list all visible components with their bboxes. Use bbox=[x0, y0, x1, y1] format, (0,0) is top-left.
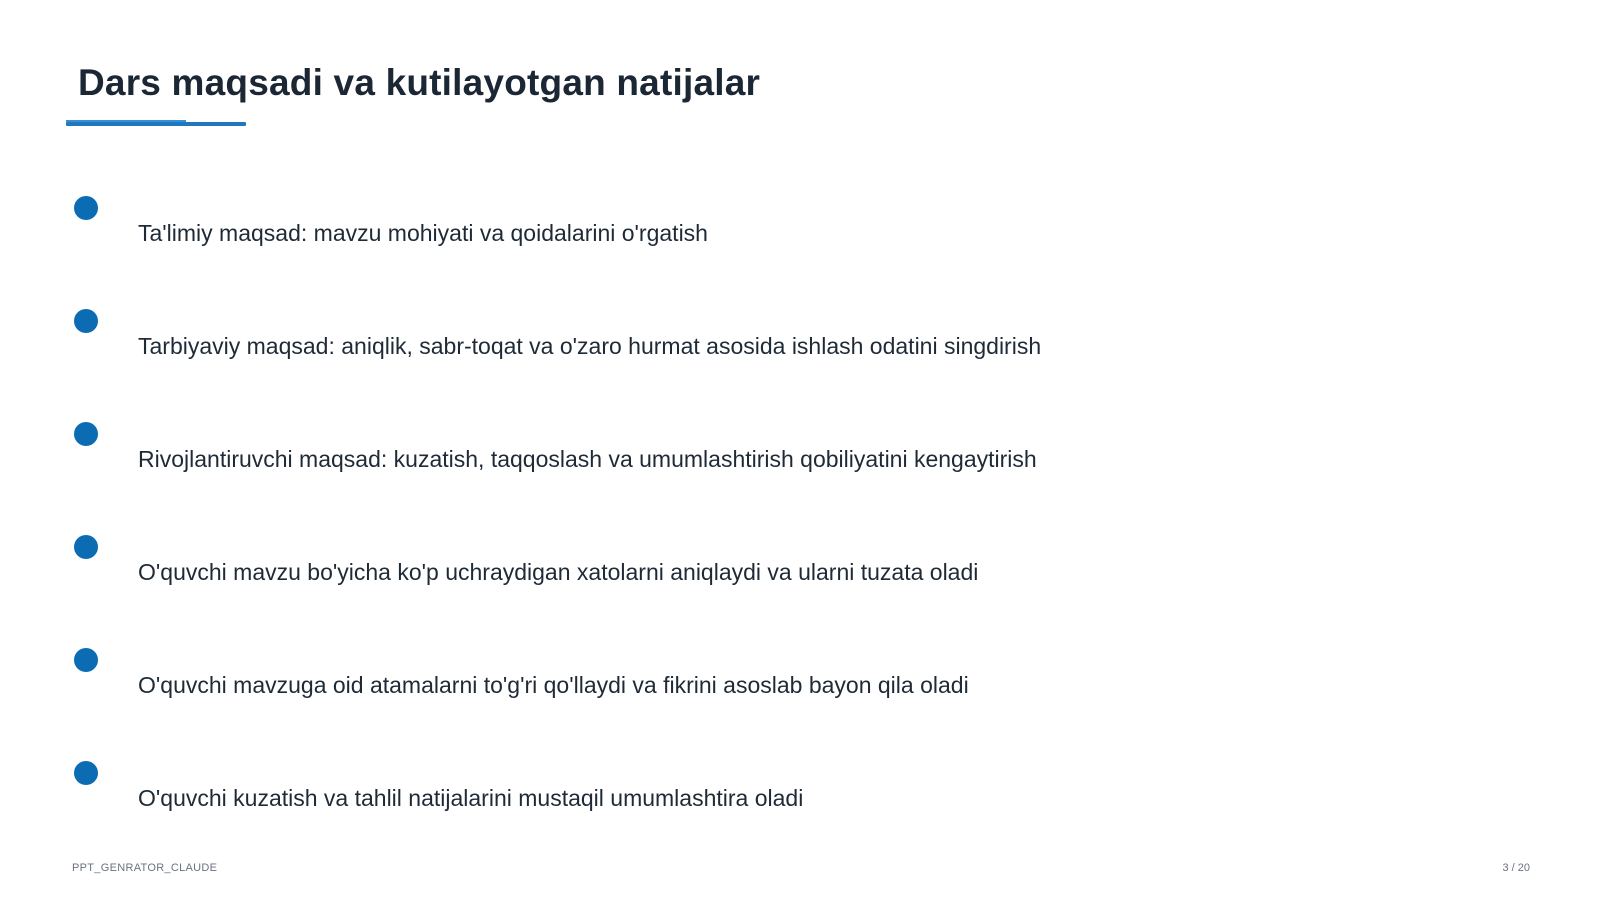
slide-title: Dars maqsadi va kutilayotgan natijalar bbox=[78, 62, 761, 103]
list-item bbox=[0, 535, 1200, 595]
list-item-text: Rivojlantiruvchi maqsad: kuzatish, taqqoslash va umumlashtirish qobiliyatini kengaytirish bbox=[138, 446, 1037, 472]
list-item-text: Tarbiyaviy maqsad: aniqlik, sabr-toqat va o'zaro hurmat asosida ishlash odatini singdirish bbox=[138, 333, 1042, 359]
bullet-dot-icon bbox=[74, 761, 98, 785]
list-item-text: O'quvchi mavzu bo'yicha ko'p uchraydigan xatolarni aniqlaydi va ularni tuzata oladi bbox=[138, 559, 979, 585]
list-item bbox=[0, 309, 1200, 369]
list-item-text: Ta'limiy maqsad: mavzu mohiyati va qoidalarini o'rgatish bbox=[138, 220, 708, 246]
list-item bbox=[0, 761, 1200, 821]
bullet-dot-icon bbox=[74, 309, 98, 333]
list-item bbox=[0, 422, 1200, 482]
bullet-dot-icon bbox=[74, 648, 98, 672]
footer-source-label: PPT_GENRATOR_CLAUDE bbox=[72, 862, 218, 874]
list-item-text: O'quvchi mavzuga oid atamalarni to'g'ri qo'llaydi va fikrini asoslab bayon qila oladi bbox=[138, 672, 969, 698]
list-item-text: O'quvchi kuzatish va tahlil natijalarini mustaqil umumlashtira oladi bbox=[138, 785, 804, 811]
bullet-dot-icon bbox=[74, 535, 98, 559]
bullet-dot-icon bbox=[74, 196, 98, 220]
bullet-dot-icon bbox=[74, 422, 98, 446]
page-indicator: 3 / 20 bbox=[1502, 862, 1530, 874]
list-item bbox=[0, 648, 1200, 708]
list-item bbox=[0, 196, 1200, 256]
